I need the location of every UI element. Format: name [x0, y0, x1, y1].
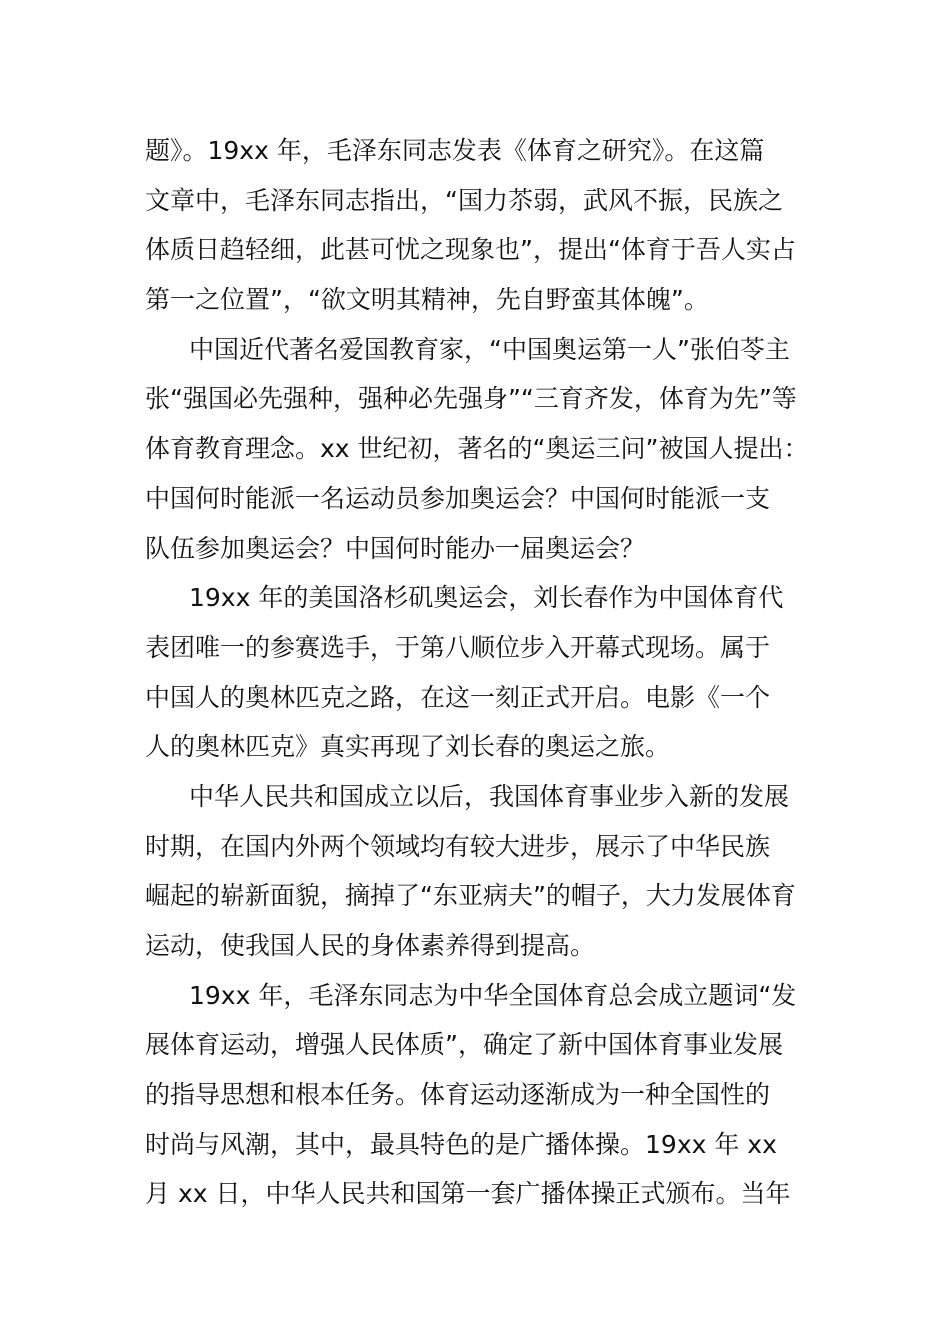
- text-line: 运动，使我国人民的身体素养得到提高。: [145, 931, 596, 960]
- text-line: 的指导思想和根本任务。体育运动逐渐成为一种全国性的: [145, 1080, 771, 1110]
- text-line: 队伍参加奥运会？中国何时能办一届奥运会？: [145, 533, 646, 563]
- text-line: 体育教育理念。xx 世纪初，著名的“奥运三问”被国人提出：: [145, 434, 809, 464]
- text-line: 月 xx 日，中华人民共和国第一套广播体操正式颁布。当年: [145, 1179, 791, 1209]
- text-line: 展体育运动，增强人民体质”，确定了新中国体育事业发展: [145, 1030, 783, 1060]
- paragraph-broadcast-gymnastics: [145, 971, 807, 1219]
- text-line: 人的奥林匹克》真实再现了刘长春的奥运之旅。: [145, 732, 671, 762]
- text-line: 中国何时能派一名运动员参加奥运会？中国何时能派一支: [145, 483, 771, 513]
- text-line: 表团唯一的参赛选手，于第八顺位步入开幕式现场。属于: [145, 632, 771, 662]
- text-line: 第一之位置”，“欲文明其精神，先自野蛮其体魄”。: [145, 285, 709, 315]
- text-line: 中华人民共和国成立以后，我国体育事业步入新的发展: [189, 781, 790, 811]
- paragraph-zhang-boling: [145, 325, 807, 573]
- text-line: 时尚与风潮，其中，最具特色的是广播体操。19xx 年 xx: [145, 1129, 777, 1159]
- text-line: 中国近代著名爱国教育家，“中国奥运第一人”张伯苓主: [189, 334, 790, 364]
- text-line: 时期，在国内外两个领域均有较大进步，展示了中华民族: [145, 831, 771, 861]
- text-line: 张“强国必先强种，强种必先强身”“三育齐发，体育为先”等: [145, 384, 797, 414]
- text-line: 19xx 年的美国洛杉矶奥运会，刘长春作为中国体育代: [189, 583, 784, 613]
- document-body: [145, 126, 807, 1219]
- text-line: 体质日趋轻细，此甚可忧之现象也”，提出“体育于吾人实占: [145, 235, 796, 265]
- paragraph-liu-changchun: [145, 573, 807, 772]
- text-line: 题》。19xx 年，毛泽东同志发表《体育之研究》。在这篇: [145, 136, 765, 165]
- text-line: 19xx 年，毛泽东同志为中华全国体育总会成立题词“发: [189, 980, 797, 1010]
- text-line: 文章中，毛泽东同志指出，“国力苶弱，武风不振，民族之: [145, 185, 783, 215]
- paragraph-mao-sports-research: [145, 126, 807, 325]
- text-line: 崛起的崭新面貌，摘掉了“东亚病夫”的帽子，大力发展体育: [145, 881, 796, 911]
- paragraph-prc-founding: [145, 772, 807, 971]
- text-line: 中国人的奥林匹克之路，在这一刻正式开启。电影《一个: [145, 682, 771, 712]
